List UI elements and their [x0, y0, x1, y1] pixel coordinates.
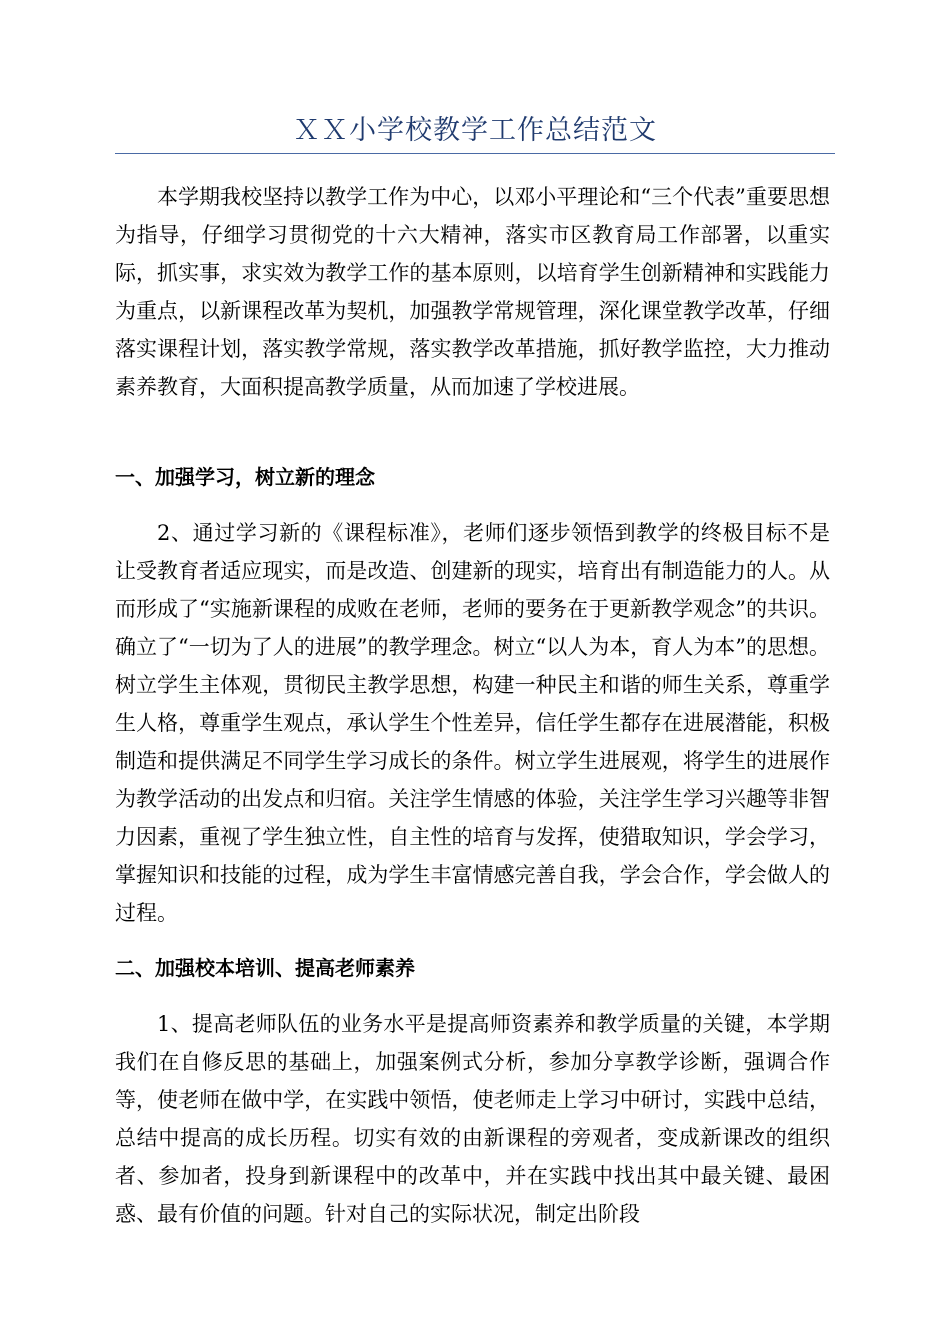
document-title: ＸＸ小学校教学工作总结范文 [293, 115, 657, 146]
section-heading-2: 二、加强校本培训、提高老师素养 [115, 956, 415, 980]
section-1-paragraph: 2、通过学习新的《课程标准》，老师们逐步领悟到教学的终极目标不是让受教育者适应现实，而是改造、创建新的现实，培育出有制造能力的人。从而形成了“实施新课程的成败在老师，老师的要务在于更新教学观念”的共识。确立了“一切为了人的进展”的教学理念。树立“以人为本，育人为本”的思想。树立学生主体观，贯彻民主教学思想，构建一种民主和谐的师生关系，尊重学生人格，尊重学生观点，承认学生个性差异，信任学生都存在进展潜能，积极制造和提供满足不同学生学习成长的条件。树立学生进展观，将学生的进展作为教学活动的出发点和归宿。关注学生情感的体验，关注学生学习兴趣等非智力因素，重视了学生独立性，自主性的培育与发挥，使猎取知识，学会学习，掌握知识和技能的过程，成为学生丰富情感完善自我，学会合作，学会做人的过程。 [115, 521, 830, 925]
title-underline [115, 153, 835, 154]
intro-paragraph: 本学期我校坚持以教学工作为中心，以邓小平理论和“三个代表”重要思想为指导，仔细学习贯彻党的十六大精神，落实市区教育局工作部署，以重实际，抓实事，求实效为教学工作的基本原则，以培育学生创新精神和实践能力为重点，以新课程改革为契机，加强教学常规管理，深化课堂教学改革，仔细落实课程计划，落实教学常规，落实教学改革措施，抓好教学监控，大力推动素养教育，大面积提高教学质量，从而加速了学校进展。 [115, 185, 830, 399]
section-heading-1: 一、加强学习，树立新的理念 [115, 465, 375, 489]
section-2-paragraph: 1、提高老师队伍的业务水平是提高师资素养和教学质量的关键，本学期我们在自修反思的基础上，加强案例式分析，参加分享教学诊断，强调合作等，使老师在做中学，在实践中领悟，使老师走上学习中研讨，实践中总结，总结中提高的成长历程。切实有效的由新课程的旁观者，变成新课改的组织者、参加者，投身到新课程中的改革中，并在实践中找出其中最关键、最困惑、最有价值的问题。针对自己的实际状况，制定出阶段 [115, 1012, 830, 1226]
